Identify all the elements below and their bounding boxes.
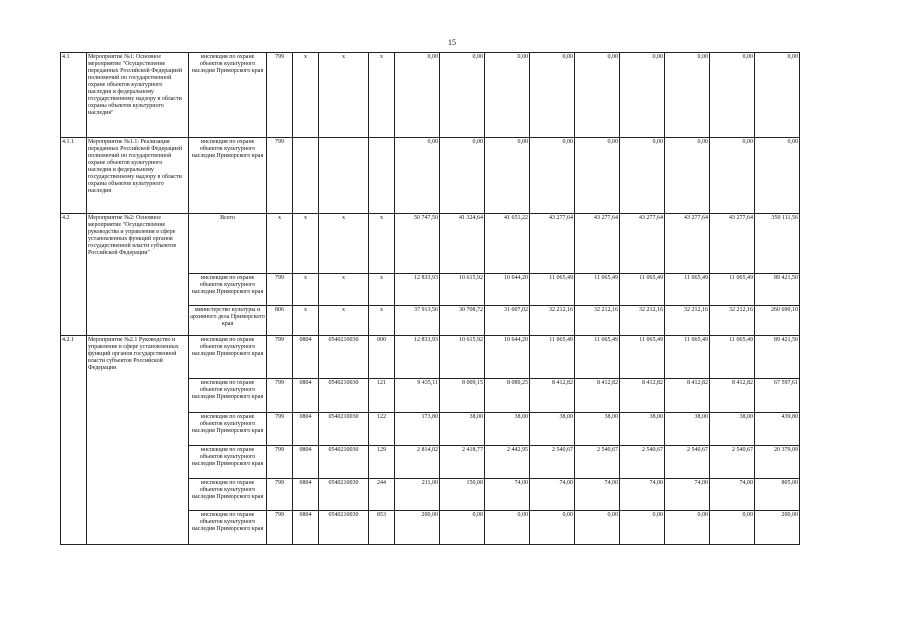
value-cell: 38,00 <box>485 413 530 446</box>
executor: инспекция по охране объектов культурного наследия Приморского края <box>189 53 267 138</box>
value-cell: 11 065,49 <box>665 274 710 306</box>
value-cell: 32 212,16 <box>665 306 710 336</box>
value-cell: 0,00 <box>440 53 485 138</box>
csr-code: x <box>319 53 369 138</box>
row-number: 4.2 <box>61 214 87 336</box>
value-cell: 74,00 <box>485 479 530 511</box>
grbs-code: 799 <box>267 479 293 511</box>
value-cell: 32 212,16 <box>530 306 575 336</box>
activity-name: Мероприятие №2: Основное мероприятие "Осуществление руководства и управления в сфере установленных функций органов государственной власти субъектов Российской Федерации" <box>87 214 189 336</box>
total-cell: 200,00 <box>755 511 800 545</box>
value-cell: 12 833,93 <box>395 274 440 306</box>
value-cell: 11 065,49 <box>710 336 755 379</box>
budget-table <box>60 52 800 545</box>
grbs-code: 799 <box>267 446 293 479</box>
value-cell: 8 412,82 <box>575 379 620 413</box>
vr-code: x <box>369 53 395 138</box>
total-cell: 350 111,56 <box>755 214 800 274</box>
value-cell: 0,00 <box>620 138 665 214</box>
csr-code: 0540210030 <box>319 479 369 511</box>
value-cell: 31 007,02 <box>485 306 530 336</box>
vr-code <box>369 138 395 214</box>
value-cell: 211,00 <box>395 479 440 511</box>
rzpr-code: 0804 <box>293 511 319 545</box>
value-cell: 38,00 <box>440 413 485 446</box>
executor: инспекция по охране объектов культурного наследия Приморского края <box>189 446 267 479</box>
csr-code: 0540210030 <box>319 413 369 446</box>
value-cell: 37 913,56 <box>395 306 440 336</box>
value-cell: 0,00 <box>710 53 755 138</box>
value-cell: 0,00 <box>620 53 665 138</box>
rzpr-code: 0804 <box>293 336 319 379</box>
value-cell: 32 212,16 <box>575 306 620 336</box>
value-cell: 38,00 <box>620 413 665 446</box>
total-cell: 89 421,50 <box>755 336 800 379</box>
value-cell: 41 651,22 <box>485 214 530 274</box>
value-cell: 10 644,20 <box>485 336 530 379</box>
grbs-code: 806 <box>267 306 293 336</box>
value-cell: 8 412,82 <box>710 379 755 413</box>
value-cell: 11 065,49 <box>575 274 620 306</box>
value-cell: 32 212,16 <box>620 306 665 336</box>
csr-code: x <box>319 214 369 274</box>
row-number: 4.1 <box>61 53 87 138</box>
value-cell: 74,00 <box>665 479 710 511</box>
value-cell: 38,00 <box>575 413 620 446</box>
table-row <box>61 53 800 138</box>
total-cell: 260 690,10 <box>755 306 800 336</box>
value-cell: 74,00 <box>530 479 575 511</box>
csr-code: 0540210030 <box>319 446 369 479</box>
value-cell: 0,00 <box>395 138 440 214</box>
csr-code: 0540210030 <box>319 511 369 545</box>
page-number: 15 <box>448 38 456 47</box>
value-cell: 2 540,67 <box>665 446 710 479</box>
grbs-code: 799 <box>267 274 293 306</box>
value-cell: 8 412,82 <box>620 379 665 413</box>
grbs-code: 799 <box>267 413 293 446</box>
vr-code: 122 <box>369 413 395 446</box>
rzpr-code: 0804 <box>293 446 319 479</box>
value-cell: 11 065,49 <box>620 274 665 306</box>
value-cell: 74,00 <box>575 479 620 511</box>
table-row <box>61 138 800 214</box>
value-cell: 0,00 <box>440 138 485 214</box>
vr-code: x <box>369 274 395 306</box>
value-cell: 8 412,82 <box>530 379 575 413</box>
total-cell: 0,00 <box>755 138 800 214</box>
grbs-code: 799 <box>267 511 293 545</box>
vr-code: x <box>369 214 395 274</box>
vr-code: 121 <box>369 379 395 413</box>
value-cell: 0,00 <box>665 138 710 214</box>
total-cell: 0,00 <box>755 53 800 138</box>
vr-code: 000 <box>369 336 395 379</box>
value-cell: 0,00 <box>530 138 575 214</box>
value-cell: 11 065,49 <box>530 336 575 379</box>
value-cell: 43 277,64 <box>620 214 665 274</box>
total-cell: 20 379,09 <box>755 446 800 479</box>
rzpr-code: x <box>293 306 319 336</box>
total-cell: 439,80 <box>755 413 800 446</box>
value-cell: 43 277,64 <box>665 214 710 274</box>
value-cell: 11 065,49 <box>620 336 665 379</box>
value-cell: 43 277,64 <box>530 214 575 274</box>
value-cell: 9 435,11 <box>395 379 440 413</box>
value-cell: 8 412,82 <box>665 379 710 413</box>
value-cell: 0,00 <box>485 138 530 214</box>
value-cell: 43 277,64 <box>575 214 620 274</box>
grbs-code: 799 <box>267 53 293 138</box>
grbs-code: 799 <box>267 379 293 413</box>
table-row <box>61 214 800 274</box>
value-cell: 0,00 <box>530 53 575 138</box>
vr-code: 129 <box>369 446 395 479</box>
value-cell: 0,00 <box>485 511 530 545</box>
executor: инспекция по охране объектов культурного наследия Приморского края <box>189 413 267 446</box>
rzpr-code: 0804 <box>293 413 319 446</box>
csr-code: x <box>319 274 369 306</box>
value-cell: 10 615,92 <box>440 336 485 379</box>
vr-code: 853 <box>369 511 395 545</box>
value-cell: 2 442,95 <box>485 446 530 479</box>
value-cell: 12 833,93 <box>395 336 440 379</box>
value-cell: 2 540,67 <box>620 446 665 479</box>
total-cell: 67 597,61 <box>755 379 800 413</box>
value-cell: 41 324,64 <box>440 214 485 274</box>
value-cell: 0,00 <box>710 511 755 545</box>
csr-code: x <box>319 306 369 336</box>
value-cell: 0,00 <box>440 511 485 545</box>
value-cell: 0,00 <box>620 511 665 545</box>
value-cell: 2 540,67 <box>575 446 620 479</box>
value-cell: 38,00 <box>530 413 575 446</box>
value-cell: 11 065,49 <box>575 336 620 379</box>
executor: инспекция по охране объектов культурного наследия Приморского края <box>189 511 267 545</box>
rzpr-code: 0804 <box>293 379 319 413</box>
value-cell: 74,00 <box>620 479 665 511</box>
value-cell: 0,00 <box>665 511 710 545</box>
rzpr-code: 0804 <box>293 479 319 511</box>
rzpr-code: x <box>293 214 319 274</box>
value-cell: 8 009,15 <box>440 379 485 413</box>
row-number: 4.2.1 <box>61 336 87 545</box>
value-cell: 0,00 <box>710 138 755 214</box>
value-cell: 38,00 <box>710 413 755 446</box>
value-cell: 0,00 <box>485 53 530 138</box>
value-cell: 11 065,49 <box>530 274 575 306</box>
value-cell: 32 212,16 <box>710 306 755 336</box>
value-cell: 38,00 <box>665 413 710 446</box>
executor: инспекция по охране объектов культурного наследия Приморского края <box>189 274 267 306</box>
value-cell: 0,00 <box>575 53 620 138</box>
row-number: 4.1.1 <box>61 138 87 214</box>
executor: инспекция по охране объектов культурного наследия Приморского края <box>189 379 267 413</box>
value-cell: 2 540,67 <box>710 446 755 479</box>
rzpr-code: x <box>293 53 319 138</box>
value-cell: 30 708,72 <box>440 306 485 336</box>
executor: инспекция по охране объектов культурного наследия Приморского края <box>189 138 267 214</box>
value-cell: 0,00 <box>395 53 440 138</box>
rzpr-code: x <box>293 274 319 306</box>
executor: министерство культуры и архивного дела Приморского края <box>189 306 267 336</box>
value-cell: 0,00 <box>665 53 710 138</box>
csr-code: 0540210030 <box>319 336 369 379</box>
executor: инспекция по охране объектов культурного наследия Приморского края <box>189 479 267 511</box>
value-cell: 11 065,49 <box>710 274 755 306</box>
value-cell: 43 277,64 <box>710 214 755 274</box>
value-cell: 173,80 <box>395 413 440 446</box>
vr-code: x <box>369 306 395 336</box>
value-cell: 2 418,77 <box>440 446 485 479</box>
csr-code: 0540210030 <box>319 379 369 413</box>
value-cell: 10 615,92 <box>440 274 485 306</box>
csr-code <box>319 138 369 214</box>
executor: инспекция по охране объектов культурного наследия Приморского края <box>189 336 267 379</box>
value-cell: 200,00 <box>395 511 440 545</box>
grbs-code: 799 <box>267 336 293 379</box>
value-cell: 10 644,20 <box>485 274 530 306</box>
value-cell: 0,00 <box>575 138 620 214</box>
value-cell: 8 089,25 <box>485 379 530 413</box>
rzpr-code <box>293 138 319 214</box>
value-cell: 0,00 <box>575 511 620 545</box>
value-cell: 2 814,02 <box>395 446 440 479</box>
grbs-code: x <box>267 214 293 274</box>
value-cell: 150,00 <box>440 479 485 511</box>
value-cell: 2 540,67 <box>530 446 575 479</box>
activity-name: Мероприятие №1: Основное мероприятие "Осуществление переданных Российской Федерацией полномочий по государственной охране объектов культурного наследия и федеральному государственному надзору в области охраны объектов культурного наследия" <box>87 53 189 138</box>
value-cell: 74,00 <box>710 479 755 511</box>
executor: Всего <box>189 214 267 274</box>
activity-name: Мероприятие №2.1 Руководство и управление в сфере установленных функций органов государственной власти субъектов Российской Федерации <box>87 336 189 545</box>
value-cell: 0,00 <box>530 511 575 545</box>
total-cell: 89 421,50 <box>755 274 800 306</box>
value-cell: 50 747,50 <box>395 214 440 274</box>
vr-code: 244 <box>369 479 395 511</box>
total-cell: 805,00 <box>755 479 800 511</box>
value-cell: 11 065,49 <box>665 336 710 379</box>
grbs-code: 799 <box>267 138 293 214</box>
activity-name: Мероприятие №1.1: Реализация переданных Российской Федерацией полномочий по государственной охране объектов культурного наследия и федеральному государственному надзору в области охраны объектов культурного наследия <box>87 138 189 214</box>
table-row <box>61 336 800 379</box>
